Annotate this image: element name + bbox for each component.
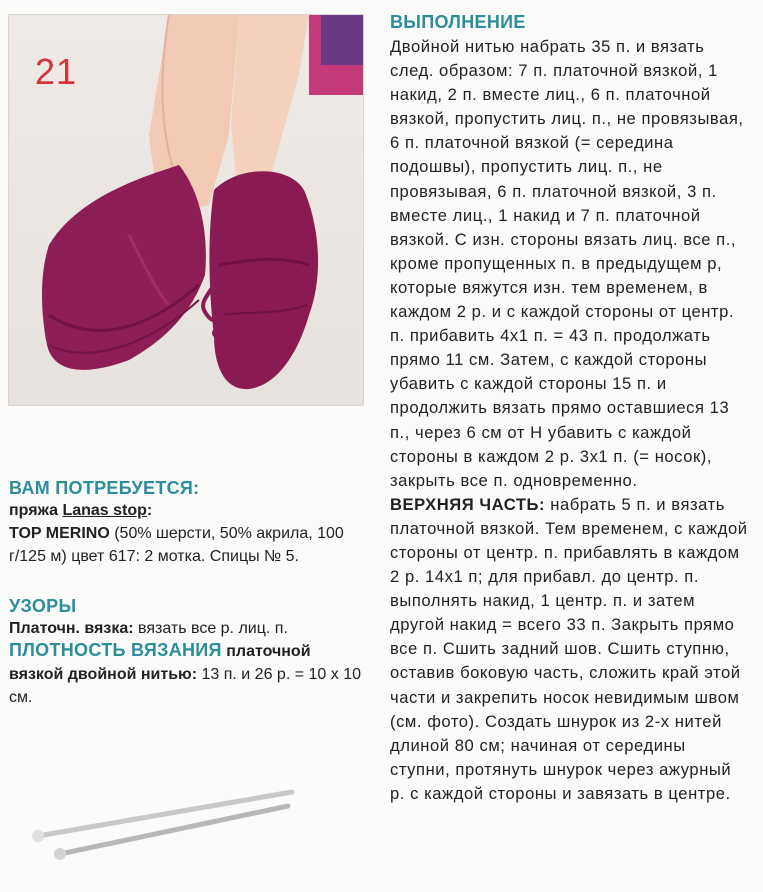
- upper-part-text: набрать 5 п. и вязать платочной вязкой. Тем временем, с каждой стороны от центр. п. прибавлять в каждом 2 р. 14х1 п; для прибавл. до центр. п. выполнять накид, 1 центр. п. и затем другой накид = всего 33 п. Закрыть прямо все п. Сшить задний шов. Сшить ступню, оставив боковую часть, сложить край этой части и закрепить носок невидимым швом (см. фото). Создать шнурок из 2-х нитей длиной 80 см; начиная от середины ступни, протянуть шнурок через ажурный р. с каждой стороны и завязать в центре.: [390, 494, 748, 803]
- instructions-heading: ВЫПОЛНЕНИЕ: [390, 12, 526, 32]
- materials-text: [9, 499, 369, 568]
- instructions-body: Двойной нитью набрать 35 п. и вязать след. образом: 7 п. платочной вязкой, 1 накид, 2 п. вместе лиц., 6 п. платочной вязкой, пропустить лиц. п., не провязывая, 6 п. платочной вязкой (= середина подошвы), пропустить лиц. п., не провязывая, 6 п. платочной вязкой, 3 п. вместе лиц., 1 накид и 7 п. платочной вязкой. С изн. стороны вязать лиц. все п., кроме пропущенных п. в предыдущем р, которые вяжутся изн. тем временем, в каждом 2 р. и с каждой стороны от центр. п. прибавить 4х1 п. = 43 п. продолжать прямо 11 см. Затем, с каждой стороны убавить с каждой стороны 15 п. и продолжить вязать прямо оставшиеся 13 п., через 6 см от Н убавить с каждой стороны в каждом 2 р. 3х1 п. (= носок), закрыть все п. одновременно.: [390, 37, 744, 490]
- gauge-label: платочной вязкой двойной нитью:: [9, 643, 311, 683]
- patterns-label: Платочн. вязка:: [9, 620, 134, 637]
- materials-heading: ВАМ ПОТРЕБУЕТСЯ:: [9, 478, 200, 498]
- upper-part-label: ВЕРХНЯЯ ЧАСТЬ:: [390, 494, 546, 514]
- yarn-name: TOP MERINO: [9, 525, 110, 542]
- left-column: [9, 478, 369, 709]
- yarn-brand-colon: :: [146, 502, 153, 519]
- booties-photo: [8, 14, 364, 406]
- yarn-brand: Lanas stop: [62, 502, 147, 519]
- right-column: [390, 12, 750, 806]
- patterns-heading: УЗОРЫ: [9, 596, 77, 616]
- gauge-text: 13 п. и 26 р. = 10 x 10 см.: [9, 666, 361, 706]
- knitting-needles-icon: [30, 784, 300, 864]
- yarn-label: пряжа: [9, 502, 58, 519]
- yarn-details: (50% шерсти, 50% акрила, 100 г/125 м) цвет 617: 2 мотка.: [9, 525, 344, 565]
- gauge-heading: ПЛОТНОСТЬ ВЯЗАНИЯ: [9, 640, 222, 660]
- patterns-text: [9, 617, 369, 640]
- patterns-desc: вязать все р. лиц. п.: [138, 620, 288, 637]
- upper-part-section: [390, 493, 750, 806]
- pattern-number: 21: [35, 51, 78, 92]
- needles-text: Спицы № 5.: [209, 548, 299, 565]
